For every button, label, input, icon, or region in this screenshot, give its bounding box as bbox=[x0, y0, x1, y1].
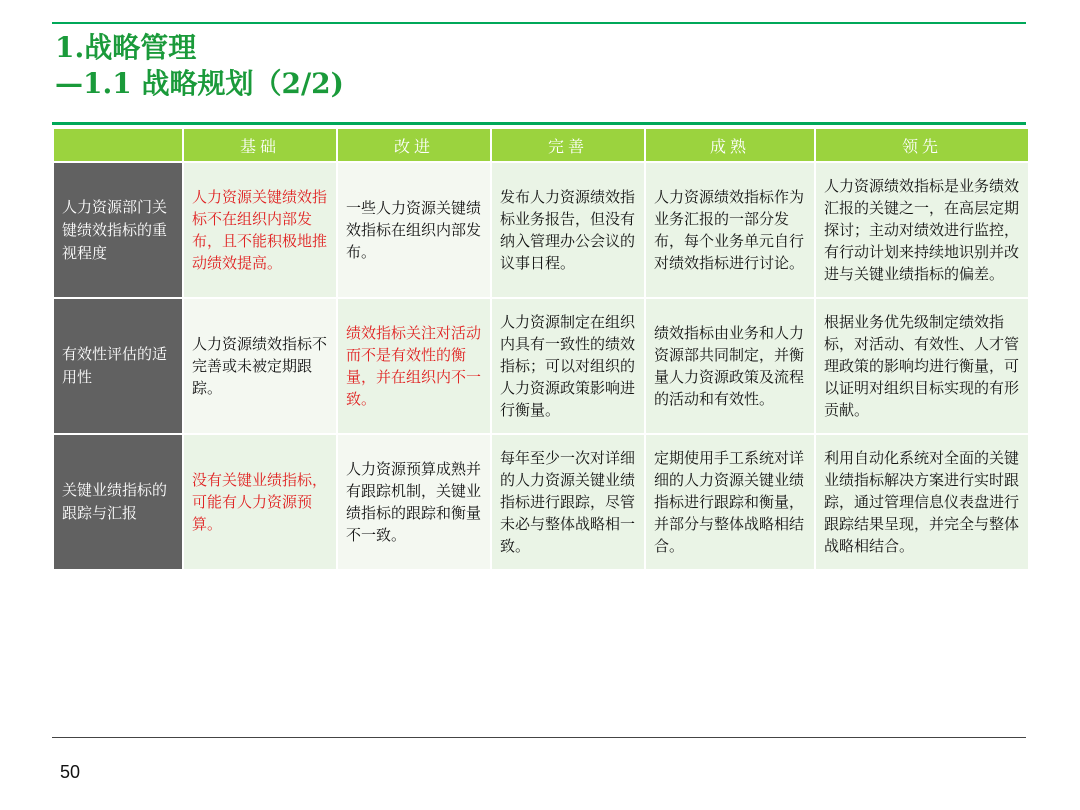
table-cell: 每年至少一次对详细的人力资源关键业绩指标进行跟踪，尽管未必与整体战略相一致。 bbox=[492, 435, 644, 569]
table-row bbox=[54, 299, 1028, 433]
table-cell: 定期使用手工系统对详细的人力资源关键业绩指标进行跟踪和衡量，并部分与整体战略相结合。 bbox=[646, 435, 814, 569]
header-corner bbox=[54, 129, 182, 161]
table-cell: 根据业务优先级制定绩效指标，对活动、有效性、人才管理政策的影响均进行衡量，可以证明对组织目标实现的有形贡献。 bbox=[816, 299, 1028, 433]
page-title bbox=[55, 30, 344, 102]
title-line-2: —1.1 战略规划（2/2) bbox=[55, 67, 344, 100]
page-number: 50 bbox=[60, 762, 81, 782]
table-cell: 人力资源绩效指标作为业务汇报的一部分发布，每个业务单元自行对绩效指标进行讨论。 bbox=[646, 163, 814, 297]
table-header-row bbox=[54, 129, 1028, 161]
table-cell: 一些人力资源关键绩效指标在组织内部发布。 bbox=[338, 163, 490, 297]
table-cell: 人力资源预算成熟并有跟踪机制，关键业绩指标的跟踪和衡量不一致。 bbox=[338, 435, 490, 569]
table-row bbox=[54, 435, 1028, 569]
table-cell: 人力资源绩效指标不完善或未被定期跟踪。 bbox=[184, 299, 336, 433]
row-label: 有效性评估的适用性 bbox=[54, 299, 182, 433]
table-cell: 人力资源制定在组织内具有一致性的绩效指标；可以对组织的人力资源政策影响进行衡量。 bbox=[492, 299, 644, 433]
table-cell: 绩效指标由业务和人力资源部共同制定，并衡量人力资源政策及流程的活动和有效性。 bbox=[646, 299, 814, 433]
title-line-1: 1.战略管理 bbox=[55, 31, 197, 64]
table-row bbox=[54, 163, 1028, 297]
table-top-rule bbox=[52, 122, 1026, 125]
footer-rule bbox=[52, 737, 1026, 738]
row-label: 关键业绩指标的跟踪与汇报 bbox=[54, 435, 182, 569]
row-label: 人力资源部门关键绩效指标的重视程度 bbox=[54, 163, 182, 297]
top-rule bbox=[52, 22, 1026, 24]
table-cell: 没有关键业绩指标，可能有人力资源预算。 bbox=[184, 435, 336, 569]
header-leading: 领先 bbox=[816, 129, 1028, 161]
maturity-table bbox=[52, 127, 1030, 571]
table-cell: 利用自动化系统对全面的关键业绩指标解决方案进行实时跟踪，通过管理信息仪表盘进行跟踪结果呈现，并完全与整体战略相结合。 bbox=[816, 435, 1028, 569]
table-cell: 发布人力资源绩效指标业务报告，但没有纳入管理办公会议的议事日程。 bbox=[492, 163, 644, 297]
header-complete: 完善 bbox=[492, 129, 644, 161]
header-improve: 改进 bbox=[338, 129, 490, 161]
table-cell: 绩效指标关注对活动而不是有效性的衡量，并在组织内不一致。 bbox=[338, 299, 490, 433]
table-cell: 人力资源关键绩效指标不在组织内部发布，且不能积极地推动绩效提高。 bbox=[184, 163, 336, 297]
header-mature: 成熟 bbox=[646, 129, 814, 161]
table-cell: 人力资源绩效指标是业务绩效汇报的关键之一，在高层定期探讨；主动对绩效进行监控，有行动计划来持续地识别并改进与关键业绩指标的偏差。 bbox=[816, 163, 1028, 297]
header-basic: 基础 bbox=[184, 129, 336, 161]
